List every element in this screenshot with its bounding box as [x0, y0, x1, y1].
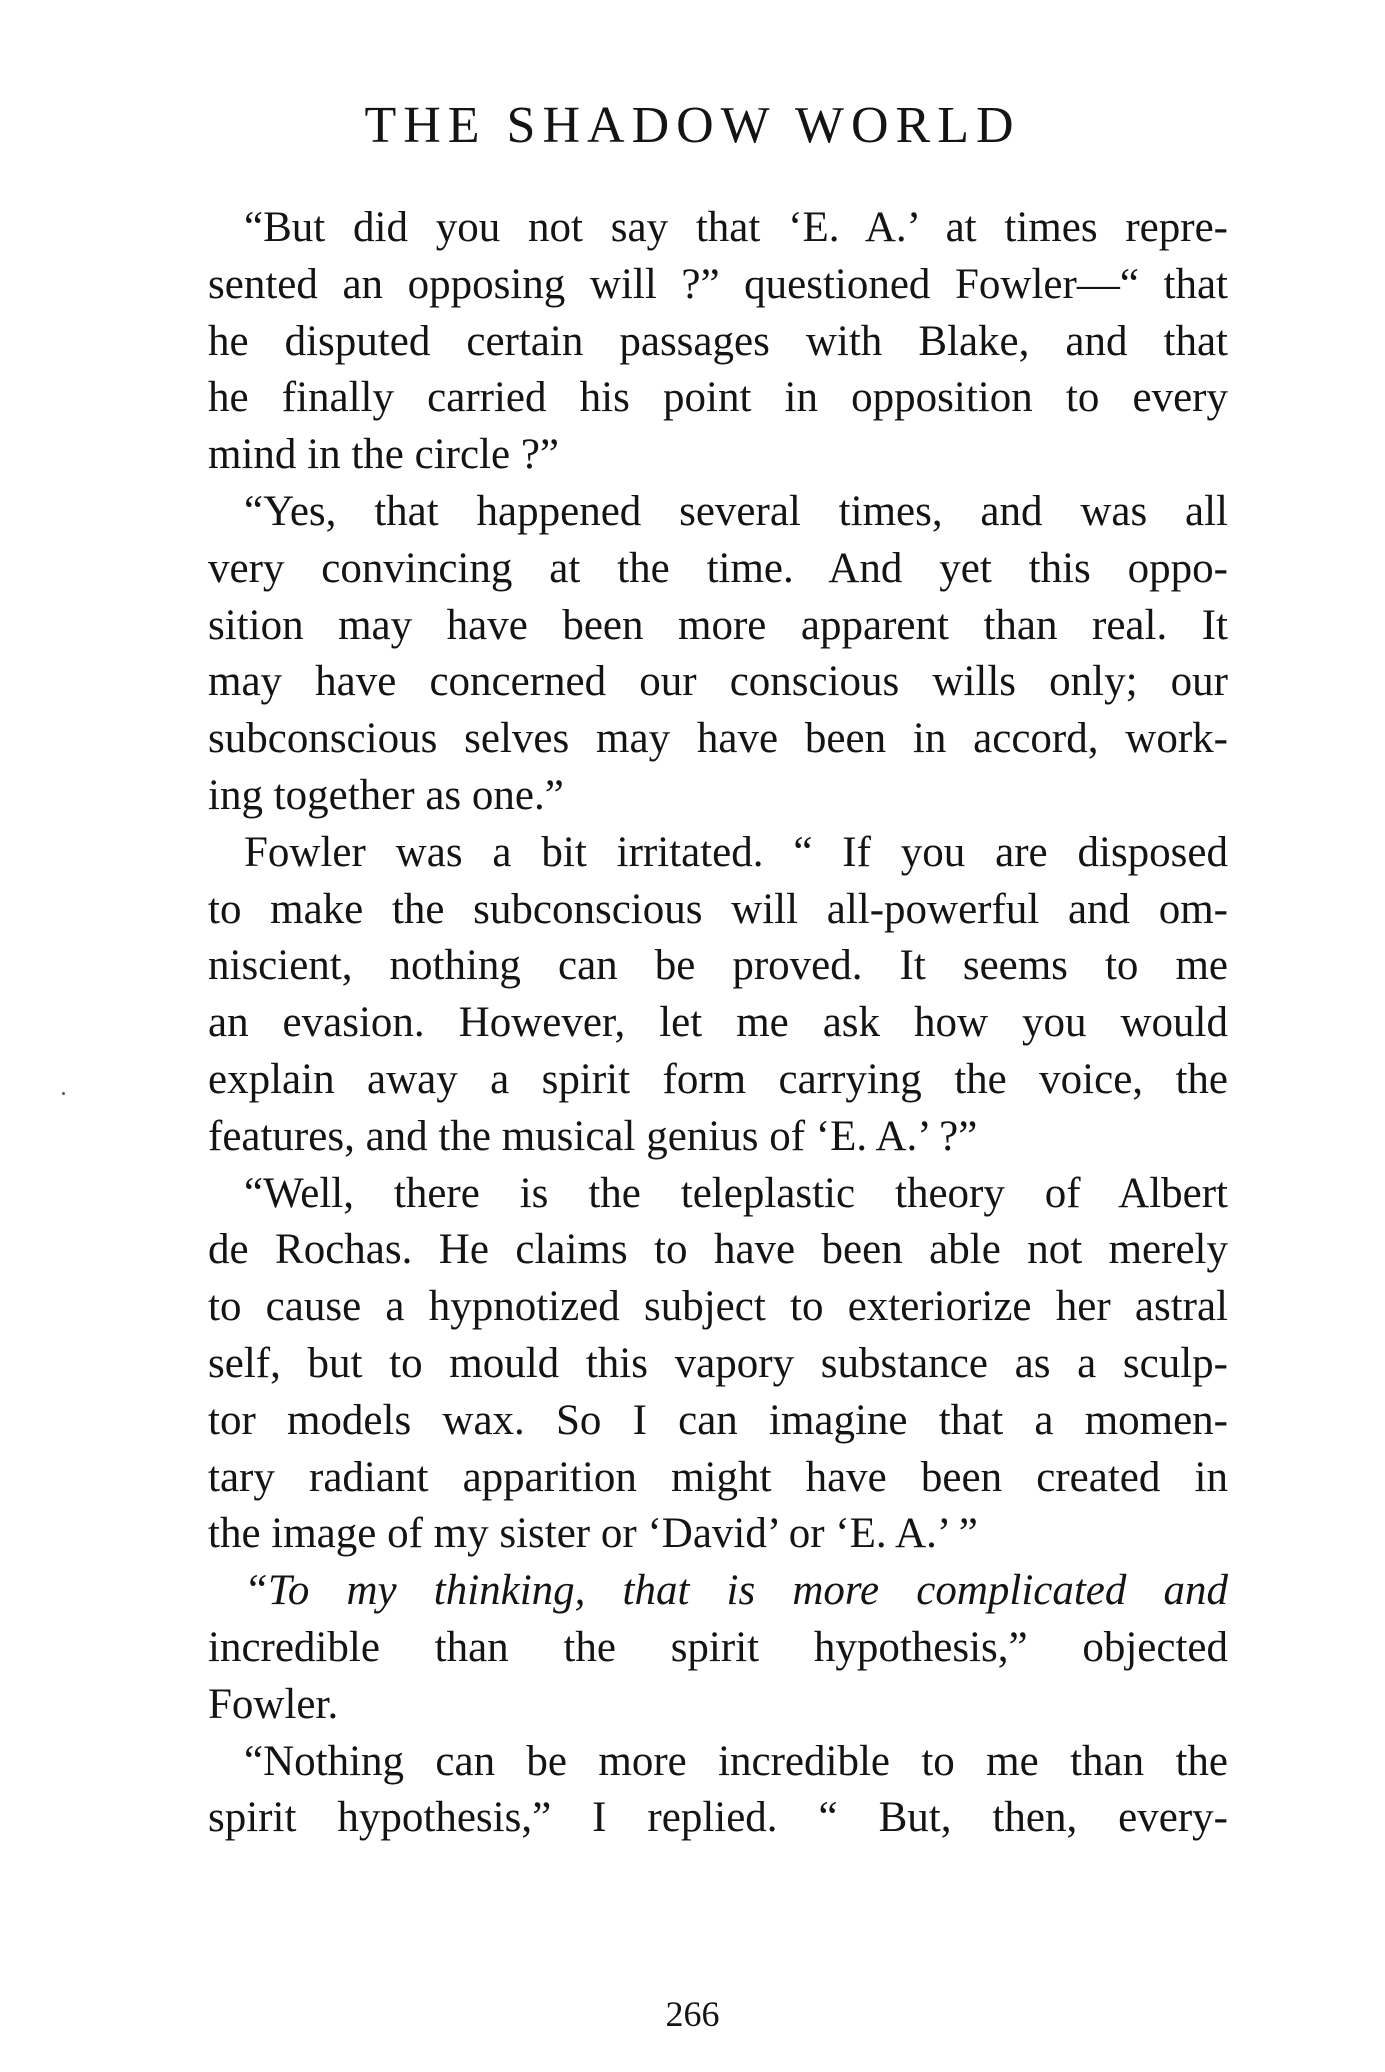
- text-line: niscient, nothing can be proved. It seems to me: [208, 942, 1228, 990]
- text-line: to make the subconscious will all-powerful and om-: [208, 885, 1228, 933]
- text-line: Fowler.: [208, 1680, 339, 1728]
- text-line: tor models wax. So I can imagine that a momen-: [208, 1396, 1228, 1444]
- body-text: [208, 200, 1228, 1847]
- text-line: to cause a hypnotized subject to exteriorize her astral: [208, 1283, 1228, 1331]
- text-line: explain away a spirit form carrying the voice, the: [208, 1055, 1228, 1103]
- text-line: may have concerned our conscious wills only; our: [208, 658, 1228, 706]
- text-line: he disputed certain passages with Blake, and that: [208, 317, 1228, 365]
- ink-speck: [62, 1092, 65, 1095]
- text-line: he finally carried his point in opposition to every: [208, 374, 1228, 422]
- text-line: de Rochas. He claims to have been able not merely: [208, 1226, 1228, 1274]
- text-line: an evasion. However, let me ask how you would: [208, 999, 1228, 1047]
- page-number: 266: [665, 1994, 720, 2034]
- running-head: THE SHADOW WORLD: [364, 97, 1021, 154]
- text-line: tary radiant apparition might have been created in: [208, 1453, 1228, 1501]
- text-line: subconscious selves may have been in accord, work-: [208, 715, 1228, 763]
- text-line: sented an opposing will ?” questioned Fowler—“ that: [208, 260, 1228, 308]
- text-line: “But did you not say that ‘E. A.’ at times repre-: [244, 204, 1228, 251]
- text-line: incredible than the spirit hypothesis,” objected: [208, 1623, 1228, 1671]
- text-line: Fowler was a bit irritated. “ If you are disposed: [244, 828, 1228, 876]
- text-line: “Well, there is the teleplastic theory of Albert: [244, 1169, 1228, 1217]
- text-line: ing together as one.”: [208, 771, 564, 819]
- text-line: “Nothing can be more incredible to me than the: [244, 1737, 1228, 1785]
- text-line: features, and the musical genius of ‘E. A.’ ?”: [208, 1112, 978, 1160]
- text-line: sition may have been more apparent than real. It: [208, 601, 1228, 649]
- text-line: very convincing at the time. And yet this oppo-: [208, 544, 1228, 592]
- text-line: the image of my sister or ‘David’ or ‘E. A.’ ”: [208, 1510, 978, 1558]
- text-line: mind in the circle ?”: [208, 431, 560, 479]
- text-line: self, but to mould this vapory substance as a sculp-: [208, 1339, 1228, 1387]
- text-line: “To my thinking, that is more complicated and: [244, 1567, 1228, 1615]
- text-line: spirit hypothesis,” I replied. “ But, then, every-: [208, 1794, 1228, 1842]
- text-line: “Yes, that happened several times, and was all: [244, 487, 1228, 535]
